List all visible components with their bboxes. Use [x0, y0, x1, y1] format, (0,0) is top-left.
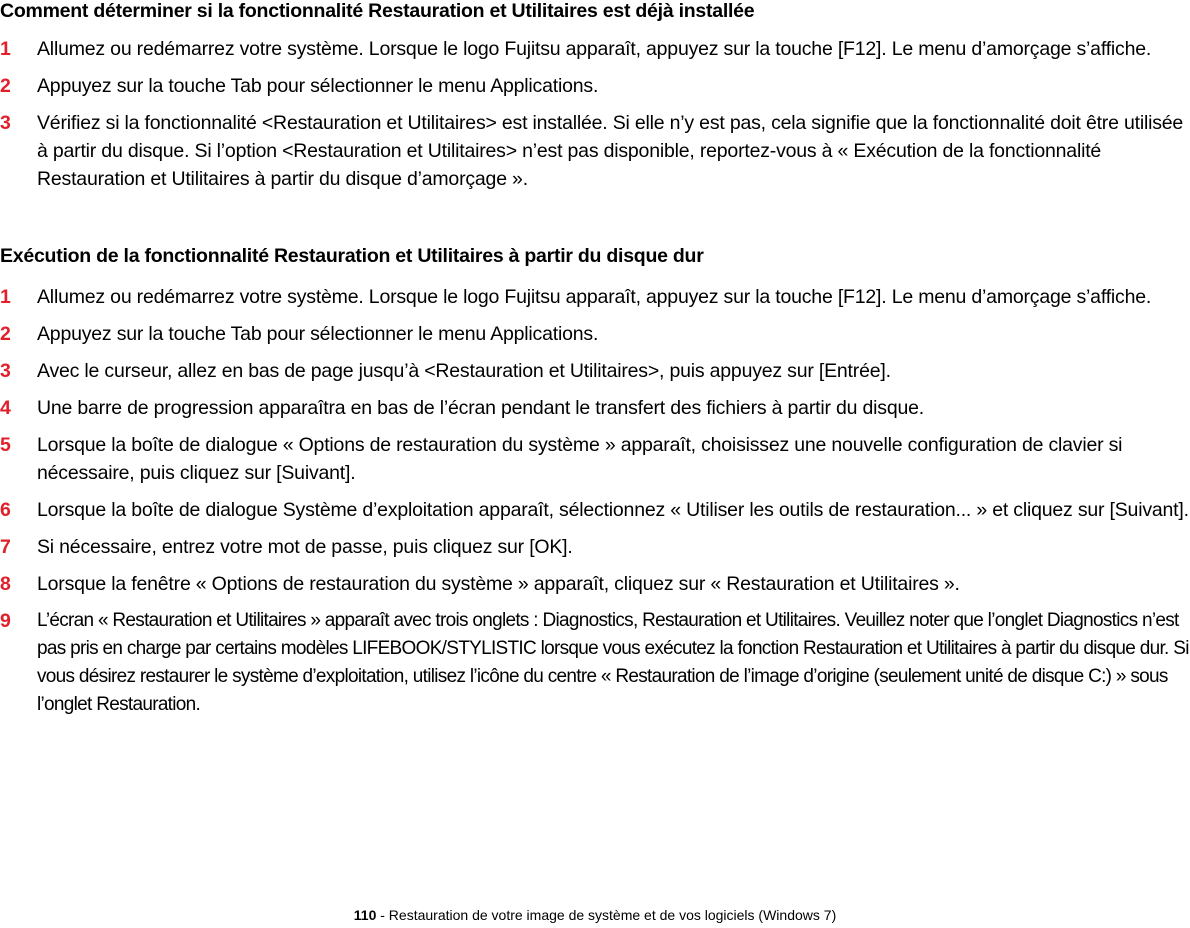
- step-text: Allumez ou redémarrez votre système. Lorsque le logo Fujitsu apparaît, appuyez sur la touche [F12]. Le menu d’amorçage s’affiche.: [37, 38, 1152, 60]
- footer-text: - Restauration de votre image de système et de vos logiciels (Windows 7): [376, 907, 837, 923]
- step-number: 3: [0, 112, 11, 134]
- step-number: 3: [0, 360, 11, 382]
- list-item: [0, 431, 1190, 487]
- step-number: 8: [0, 573, 11, 595]
- step-text: Lorsque la fenêtre « Options de restauration du système » apparaît, cliquez sur « Restauration et Utilitaires ».: [37, 573, 960, 595]
- step-number: 5: [0, 434, 11, 456]
- step-number: 7: [0, 536, 11, 558]
- step-number: 2: [0, 323, 11, 345]
- page-footer: [0, 906, 1190, 924]
- list-item: [0, 570, 1190, 598]
- list-item: [0, 35, 1190, 63]
- steps-list: [0, 35, 1190, 202]
- step-text: L’écran « Restauration et Utilitaires » apparaît avec trois onglets : Diagnostics, Restauration et Utilitaires. Veuillez noter que l’onglet Diagnostics n’est pas pris en charge par certains modèles LIFEBOOK/STYLISTIC lorsque vous exécutez la fonction Restauration et Utilitaires à partir du disque dur. Si vous désirez restaurer le système d’exploitation, utilisez l’icône du centre « Restauration de l’image d’origine (seulement unité de disque C:) » sous l’onglet Restauration.: [37, 610, 1189, 715]
- step-text: Vérifiez si la fonctionnalité <Restauration et Utilitaires> est installée. Si elle n’y est pas, cela signifie que la fonctionnalité doit être utilisée à partir du disque. Si l’option <Restauration et Utilitaires> n’est pas disponible, reportez-vous à « Exécution de la fonctionnalité Restauration et Utilitaires à partir du disque d’amorçage ».: [37, 112, 1184, 190]
- list-item: [0, 496, 1190, 524]
- step-number: 9: [0, 610, 11, 632]
- step-text: Avec le curseur, allez en bas de page jusqu’à <Restauration et Utilitaires>, puis appuyez sur [Entrée].: [37, 360, 891, 382]
- list-item: [0, 283, 1190, 311]
- step-text: Allumez ou redémarrez votre système. Lorsque le logo Fujitsu apparaît, appuyez sur la touche [F12]. Le menu d’amorçage s’affiche.: [37, 286, 1152, 308]
- step-text: Appuyez sur la touche Tab pour sélectionner le menu Applications.: [37, 323, 599, 345]
- list-item: [0, 320, 1190, 348]
- step-number: 1: [0, 286, 11, 308]
- step-number: 2: [0, 75, 11, 97]
- step-number: 4: [0, 397, 11, 419]
- step-text: Lorsque la boîte de dialogue Système d’exploitation apparaît, sélectionnez « Utiliser les outils de restauration... » et cliquez sur [Suivant].: [37, 499, 1189, 521]
- step-number: 1: [0, 38, 11, 60]
- step-text: Appuyez sur la touche Tab pour sélectionner le menu Applications.: [37, 75, 599, 97]
- list-item: [0, 607, 1190, 719]
- list-item: [0, 109, 1190, 193]
- list-item: [0, 72, 1190, 100]
- step-number: 6: [0, 499, 11, 521]
- list-item: [0, 394, 1190, 422]
- section-heading: Exécution de la fonctionnalité Restauration et Utilitaires à partir du disque dur: [0, 245, 704, 267]
- page-number: 110: [353, 907, 377, 923]
- list-item: [0, 357, 1190, 385]
- step-text: Une barre de progression apparaîtra en bas de l’écran pendant le transfert des fichiers à partir du disque.: [37, 397, 924, 419]
- list-item: [0, 533, 1190, 561]
- step-text: Si nécessaire, entrez votre mot de passe, puis cliquez sur [OK].: [37, 536, 573, 558]
- steps-list: [0, 283, 1190, 728]
- section-heading: Comment déterminer si la fonctionnalité Restauration et Utilitaires est déjà installée: [0, 0, 755, 22]
- step-text: Lorsque la boîte de dialogue « Options de restauration du système » apparaît, choisissez une nouvelle configuration de clavier si nécessaire, puis cliquez sur [Suivant].: [37, 434, 1123, 484]
